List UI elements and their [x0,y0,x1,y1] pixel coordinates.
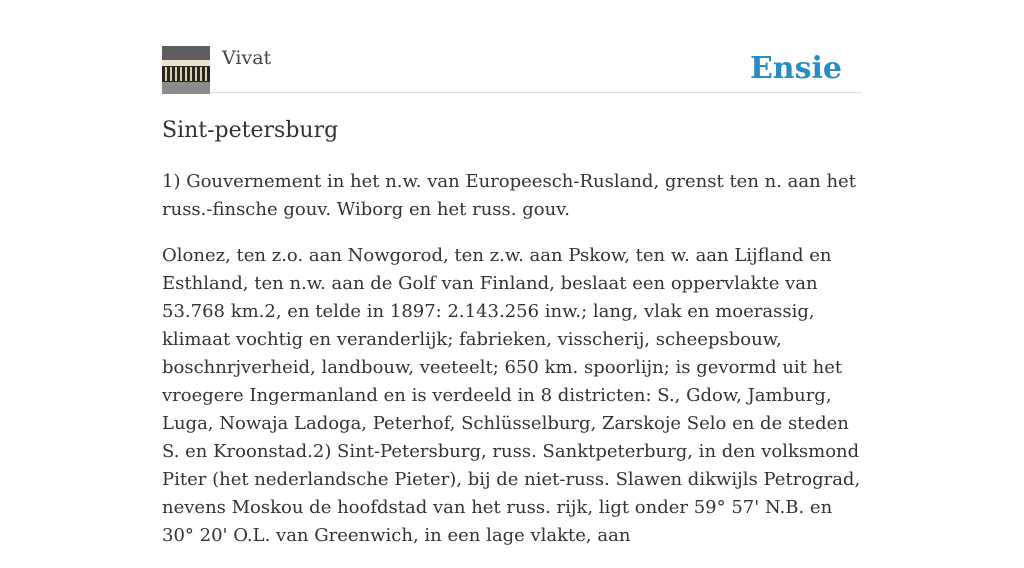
header [162,46,862,93]
author-name[interactable]: Vivat [222,47,272,69]
author-avatar[interactable] [162,46,210,94]
brand-logo[interactable]: Ensie [749,51,842,86]
article-paragraph: 1) Gouvernement in het n.w. van Europeesch-Rusland, grenst ten n. aan het russ.-finsche gouv. Wiborg en het russ. gouv. [162,171,856,220]
article-paragraph: Olonez, ten z.o. aan Nowgorod, ten z.w. aan Pskow, ten w. aan Lijfland en Esthland, ten n.w. aan de Golf van Finland, beslaat een oppervlakte van 53.768 km.2, en telde in 1897: 2.143.256 inw.; lang, vlak en moerassig, klimaat vochtig en veranderlijk; fabrieken, visscherij, scheepsbouw, boschnrjverheid, landbouw, veeteelt; 650 km. spoorlijn; is gevormd uit het vroegere Ingermanland en is verdeeld in 8 districten: S., Gdow, Jamburg, Luga, Nowaja Ladoga, Peterhof, Schlüsselburg, Zarskoje Selo en de steden S. en Kroonstad.2) Sint-Petersburg, russ. Sanktpeterburg, in den volksmond Piter (het nederlandsche Pieter), bij de niet-russ. Slawen dikwijls Petrograd, nevens Moskou de hoofdstad van het russ. rijk, ligt onder 59° 57' N.B. en 30° 20' O.L. van Greenwich, in een lage vlakte, aan [162,245,861,546]
article-body [162,168,862,568]
page-title: Sint-petersburg [162,118,339,143]
building-photo-icon [162,46,210,94]
